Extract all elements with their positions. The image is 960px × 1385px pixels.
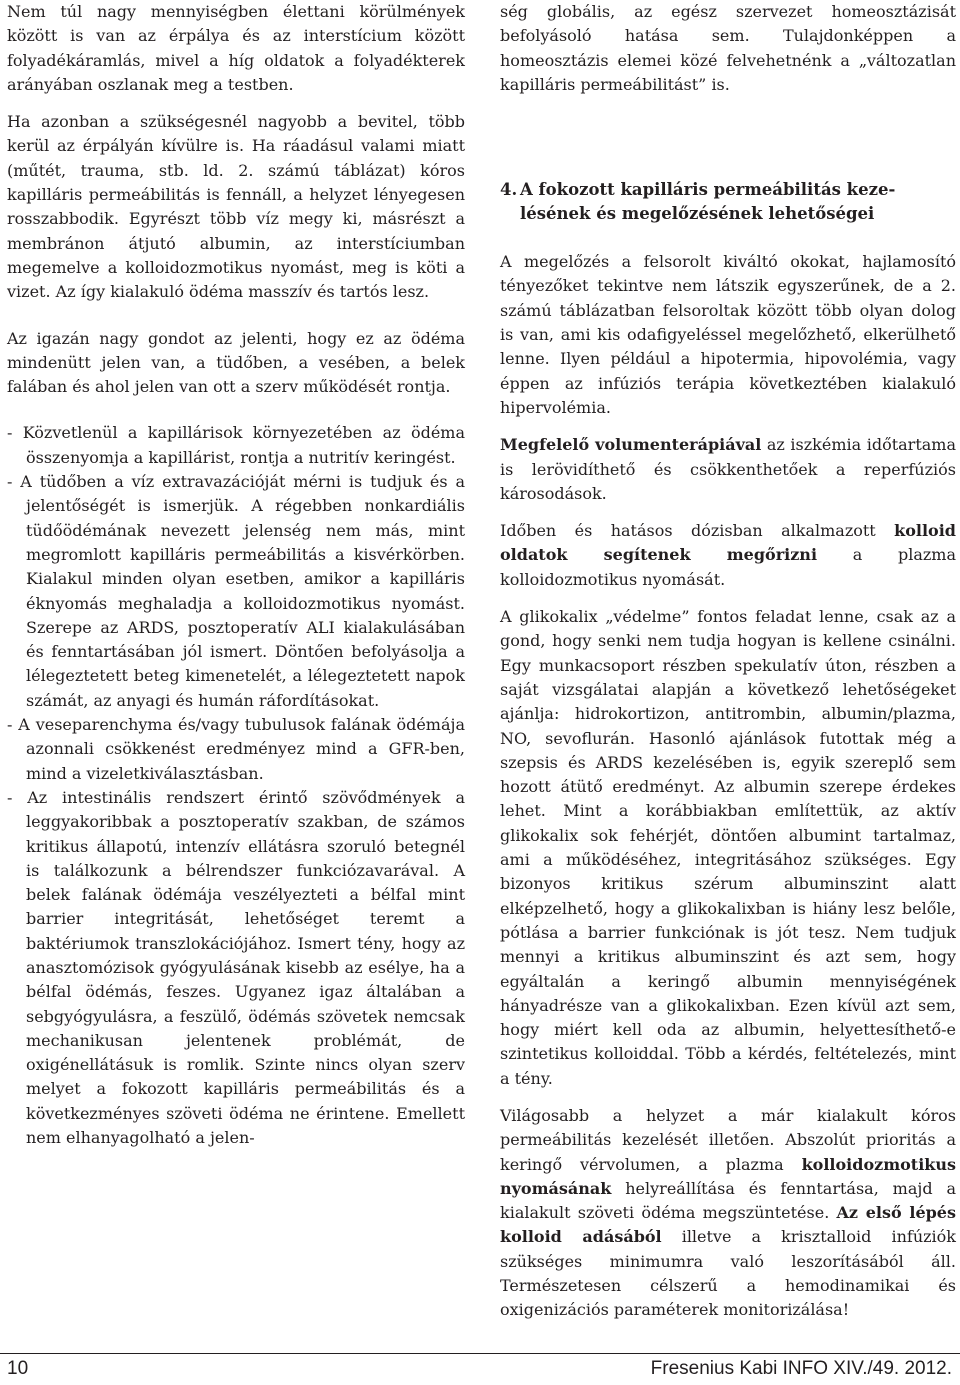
paragraph: Ha azonban a szükségesnél nagyobb a bevitel, több kerül az érpályán kívülre is. Ha ráadásul valami miatt (műtét, trauma, stb. ld. 2. számú táblázat) kóros kapilláris permeábilitás is fennáll, a helyzet lényegesen rosszabbodik. Egyrészt több víz megy ki, másrészt a membránon átjutó albumin, az interstíciumban megemelve a kolloidozmotikus nyomást, meg is köti a vizet. Az így kialakuló ödéma masszív és tartós lesz.: [7, 112, 465, 302]
paragraph: A megelőzés a felsorolt kiváltó okokat, hajlamosító tényezőket tekintve nem látszik egyszerűnek, de a 2. számú táblázatban felsoroltak között több olyan dolog is van, ami kis odafigyeléssel megelőzhető, elkerülhető lenne. Ilyen például a hipotermia, hipovolémia, vagy éppen az infúziós terápia következtében kialakuló hipervolémia.: [500, 252, 956, 417]
emphasis: kolloid oldatok segítenek megőrizni: [500, 521, 956, 565]
page-number: 10: [7, 1358, 29, 1379]
section-title-line1: A fokozott kapilláris permeábilitás keze-: [520, 180, 896, 200]
section-number: 4.: [500, 180, 518, 200]
paragraph: ség globális, az egész szervezet homeosztázisát befolyásoló hatása sem. Tulajdonképpen a homeosztázis elemei közé felvehetnénk a „változatlan kapilláris permeábilitást” is.: [500, 2, 956, 94]
emphasis: Megfelelő volumenterápiával: [500, 435, 762, 455]
publication-issue: Fresenius Kabi INFO XIV./49. 2012.: [650, 1358, 952, 1379]
paragraph: Az igazán nagy gondot az jelenti, hogy ez az ödéma mindenütt jelen van, a tüdőben, a vesében, a belek falában és ahol jelen van ott a szerv működését rontja.: [7, 328, 465, 397]
paragraph: Világosabb a helyzet a már kialakult kóros permeábilitás kezelését illetően. Abszolút prioritás a keringő vérvolumen, a plazma kolloidozmotikus nyomásának helyreállítása és fenntartása, majd a kialakult szöveti ödéma megszüntetése. Az első lépés kolloid adásából illetve a krisztalloid infúziók szükséges minimumra való leszorításából áll. Természetesen célszerű a hemodinamikai és oxigenizációs paraméterek monitorizálása!: [500, 1105, 957, 1320]
list-item: - Az intestinális rendszert érintő szövődmények a leggyakoribbak a posztoperatív szakban, de számos kritikus állapotú, intenzív ellátásra szoruló betegnél is találkozunk a bélrendszer funkciózavarával. A belek falának ödémája veszélyezteti a bélfal mint barrier integritását, lehetőséget teremt a baktériumok transzlokációjához. Ismert tény, hogy az anasztomózisok gyógyulásának kisebb az esélye, ha a bélfal ödémás, feszes. Ugyanez igaz általában a sebgyógyulásra, a feszülő, ödémás szövetek nemcsak mechanikusan jelentenek problémát, de oxigénellátásuk is romlik. Szinte nincs olyan szerv melyet a fokozott kapilláris permeábilitás és a következményes szöveti ödéma ne érintene. Emellett nem elhanyagolható a jelen-: [7, 787, 465, 1148]
right-column: [500, 0, 956, 1336]
section-title-line2: lésének és megelőzésének lehetőségei: [520, 204, 875, 224]
paragraph: Megfelelő volumenterápiával az iszkémia időtartama is lerövidíthető és csökkenthetőek a reperfúziós károsodások.: [500, 435, 956, 503]
paragraph: Nem túl nagy mennyiségben élettani körülmények között is van az érpálya és az interstícium között folyadékáramlás, mivel a híg oldatok a folyadékterek arányában oszlanak meg a testben.: [7, 2, 465, 94]
page-footer: [0, 1353, 960, 1385]
list-item: - Közvetlenül a kapillárisok környezetében az ödéma összenyomja a kapillárist, rontja a nutritív keringést.: [7, 423, 465, 467]
list-item: - A tüdőben a víz extravazációját mérni is tudjuk és a jelentőségét is ismerjük. A régebben nonkardiális tüdőödémának nevezett jelenség nem más, mint megromlott kapilláris permeábilitás a kisvérkörben. Kialakul minden olyan esetben, amikor a kapilláris éknyomás meghaladja a kolloidozmotikus nyomást. Szerepe az ARDS, posztoperatív ALI kialakulásában és fenntartásában jól ismert. Döntően befolyásolja a lélegeztetett beteg kimenetelét, a lélegeztetett napok számát, az anyagi és humán ráfordításokat.: [7, 472, 465, 710]
emphasis: Az első lépés kolloid adásából: [500, 1203, 956, 1247]
paragraph: Időben és hatásos dózisban alkalmazott kolloid oldatok segítenek megőrizni a plazma kolloidozmotikus nyomását.: [500, 521, 956, 589]
footer-rule: [0, 1353, 960, 1354]
left-column: [7, 0, 465, 1150]
paragraph: A glikokalix „védelme” fontos feladat lenne, csak az a gond, hogy senki nem tudja hogyan is kellene csinálni. Egy munkacsoport részben spekulatív úton, részben a saját vizsgálatai alapján a következő lehetőségeket ajánlja: hidrokortizon, antitrombin, albumin/plazma, NO, sevoflurán. Hasonló ajánlások futottak még a szepsis és ARDS kezelésében is, egyik szereplő sem hozott átütő eredményt. Az albumin szerepe érdekes lehet. Mint a korábbiakban említettük, az aktív glikokalix sok fehérjét, döntően albumint tartalmaz, ami a működéséhez, integritásához szükséges. Egy bizonyos kritikus szérum albuminszint alatt elképzelhető, hogy a glikokalixban is hiány lesz belőle, pótlása a barrier funkciónak is jót tesz. Nem tudjuk mennyi a kritikus albuminszint és azt sem, hogy egyáltalán a keringő albumin mennyiségének hányadrésze van a glikokalixban. Ezen kívül azt sem, hogy miért kell oda az albumin, helyettesíthető-e szintetikus kolloiddal. Több a kérdés, feltételezés, mint a tény.: [500, 607, 956, 1088]
spacer: [500, 110, 956, 178]
section-heading: [500, 178, 956, 226]
emphasis: kolloidozmotikus nyomásának: [500, 1154, 956, 1198]
list-item: - A veseparenchyma és/vagy tubulusok falának ödémája azonnali csökkenést eredményez mind a GFR-ben, mind a vizeletkiválasztásban.: [7, 715, 465, 783]
